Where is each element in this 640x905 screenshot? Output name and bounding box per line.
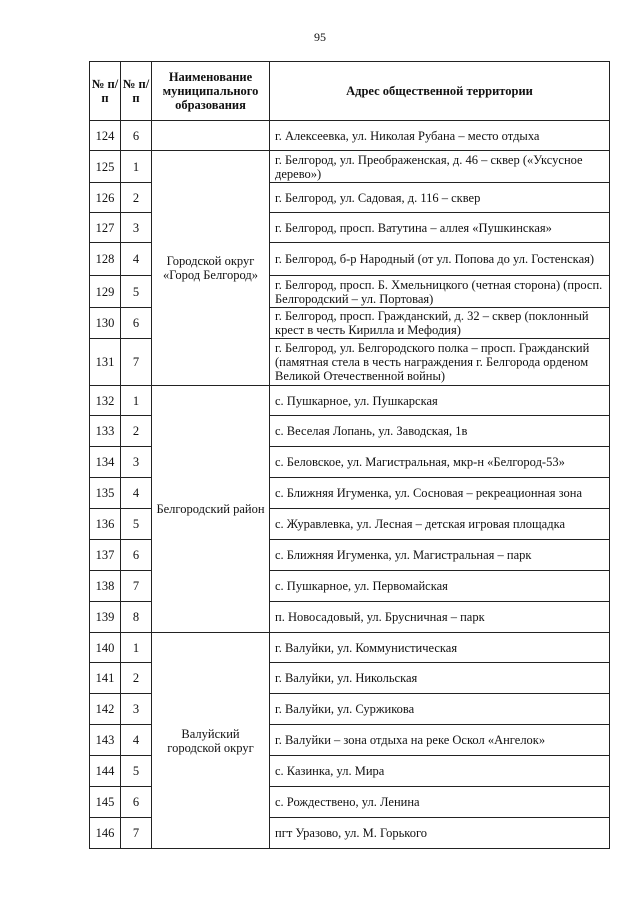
address-cell: с. Пушкарное, ул. Пушкарская bbox=[270, 386, 610, 416]
row-sub-number: 6 bbox=[121, 308, 152, 339]
address-cell: с. Казинка, ул. Мира bbox=[270, 756, 610, 787]
row-number: 126 bbox=[90, 183, 121, 213]
row-sub-number: 6 bbox=[121, 787, 152, 818]
address-cell: пгт Уразово, ул. М. Горького bbox=[270, 818, 610, 849]
row-sub-number: 8 bbox=[121, 602, 152, 633]
row-number: 133 bbox=[90, 416, 121, 447]
row-number: 141 bbox=[90, 663, 121, 694]
row-number: 136 bbox=[90, 509, 121, 540]
table-row bbox=[90, 121, 610, 151]
address-cell: г. Белгород, просп. Б. Хмельницкого (четная сторона) (просп. Белгородский – ул. Портовая) bbox=[270, 276, 610, 308]
header-sub-num: № п/п bbox=[121, 62, 152, 121]
row-sub-number: 4 bbox=[121, 478, 152, 509]
row-number: 134 bbox=[90, 447, 121, 478]
header-num: № п/п bbox=[90, 62, 121, 121]
address-cell: г. Белгород, просп. Ватутина – аллея «Пушкинская» bbox=[270, 213, 610, 243]
row-sub-number: 2 bbox=[121, 183, 152, 213]
row-number: 137 bbox=[90, 540, 121, 571]
header-address: Адрес общественной территории bbox=[270, 62, 610, 121]
address-cell: г. Валуйки – зона отдыха на реке Оскол «Ангелок» bbox=[270, 725, 610, 756]
address-cell: г. Валуйки, ул. Никольская bbox=[270, 663, 610, 694]
row-sub-number: 3 bbox=[121, 213, 152, 243]
address-cell: г. Белгород, ул. Садовая, д. 116 – сквер bbox=[270, 183, 610, 213]
table-header-row bbox=[90, 62, 610, 121]
address-cell: г. Валуйки, ул. Коммунистическая bbox=[270, 633, 610, 663]
municipality-cell-empty bbox=[152, 121, 270, 151]
row-sub-number: 6 bbox=[121, 540, 152, 571]
row-number: 132 bbox=[90, 386, 121, 416]
row-number: 131 bbox=[90, 339, 121, 386]
address-cell: с. Ближняя Игуменка, ул. Сосновая – рекреационная зона bbox=[270, 478, 610, 509]
address-cell: с. Рождествено, ул. Ленина bbox=[270, 787, 610, 818]
municipality-cell: Валуйский городской округ bbox=[152, 633, 270, 849]
row-number: 142 bbox=[90, 694, 121, 725]
row-number: 129 bbox=[90, 276, 121, 308]
page-number: 95 bbox=[314, 30, 326, 44]
row-number: 135 bbox=[90, 478, 121, 509]
row-sub-number: 5 bbox=[121, 509, 152, 540]
header-municipality: Наименование муниципального образования bbox=[152, 62, 270, 121]
address-cell: п. Новосадовый, ул. Брусничная – парк bbox=[270, 602, 610, 633]
row-sub-number: 6 bbox=[121, 121, 152, 151]
row-sub-number: 2 bbox=[121, 663, 152, 694]
address-cell: с. Журавлевка, ул. Лесная – детская игровая площадка bbox=[270, 509, 610, 540]
address-cell: г. Валуйки, ул. Суржикова bbox=[270, 694, 610, 725]
row-number: 139 bbox=[90, 602, 121, 633]
row-number: 140 bbox=[90, 633, 121, 663]
row-sub-number: 1 bbox=[121, 386, 152, 416]
row-sub-number: 5 bbox=[121, 756, 152, 787]
row-number: 124 bbox=[90, 121, 121, 151]
municipality-cell: Белгородский район bbox=[152, 386, 270, 633]
row-sub-number: 4 bbox=[121, 243, 152, 276]
row-sub-number: 4 bbox=[121, 725, 152, 756]
row-number: 138 bbox=[90, 571, 121, 602]
row-number: 127 bbox=[90, 213, 121, 243]
row-sub-number: 1 bbox=[121, 633, 152, 663]
row-number: 128 bbox=[90, 243, 121, 276]
row-number: 125 bbox=[90, 151, 121, 183]
row-sub-number: 5 bbox=[121, 276, 152, 308]
row-sub-number: 3 bbox=[121, 447, 152, 478]
row-sub-number: 7 bbox=[121, 818, 152, 849]
address-cell: г. Алексеевка, ул. Николая Рубана – место отдыха bbox=[270, 121, 610, 151]
row-sub-number: 2 bbox=[121, 416, 152, 447]
table-row bbox=[90, 633, 610, 663]
row-number: 130 bbox=[90, 308, 121, 339]
address-cell: г. Белгород, б-р Народный (от ул. Попова до ул. Гостенская) bbox=[270, 243, 610, 276]
address-cell: г. Белгород, ул. Белгородского полка – просп. Гражданский (памятная стела в честь награждения г. Белгорода орденом Великой Отечественной войны) bbox=[270, 339, 610, 386]
table-row bbox=[90, 386, 610, 416]
address-cell: с. Веселая Лопань, ул. Заводская, 1в bbox=[270, 416, 610, 447]
row-number: 143 bbox=[90, 725, 121, 756]
address-cell: с. Беловское, ул. Магистральная, мкр-н «Белгород-53» bbox=[270, 447, 610, 478]
row-sub-number: 7 bbox=[121, 339, 152, 386]
address-cell: г. Белгород, ул. Преображенская, д. 46 – сквер («Уксусное дерево») bbox=[270, 151, 610, 183]
row-sub-number: 7 bbox=[121, 571, 152, 602]
municipality-cell: Городской округ «Город Белгород» bbox=[152, 151, 270, 386]
row-sub-number: 3 bbox=[121, 694, 152, 725]
address-cell: с. Пушкарное, ул. Первомайская bbox=[270, 571, 610, 602]
row-number: 146 bbox=[90, 818, 121, 849]
row-number: 145 bbox=[90, 787, 121, 818]
row-sub-number: 1 bbox=[121, 151, 152, 183]
address-cell: г. Белгород, просп. Гражданский, д. 32 – сквер (поклонный крест в честь Кирилла и Мефодия) bbox=[270, 308, 610, 339]
public-territories-table bbox=[89, 61, 610, 849]
table-row bbox=[90, 151, 610, 183]
row-number: 144 bbox=[90, 756, 121, 787]
address-cell: с. Ближняя Игуменка, ул. Магистральная – парк bbox=[270, 540, 610, 571]
